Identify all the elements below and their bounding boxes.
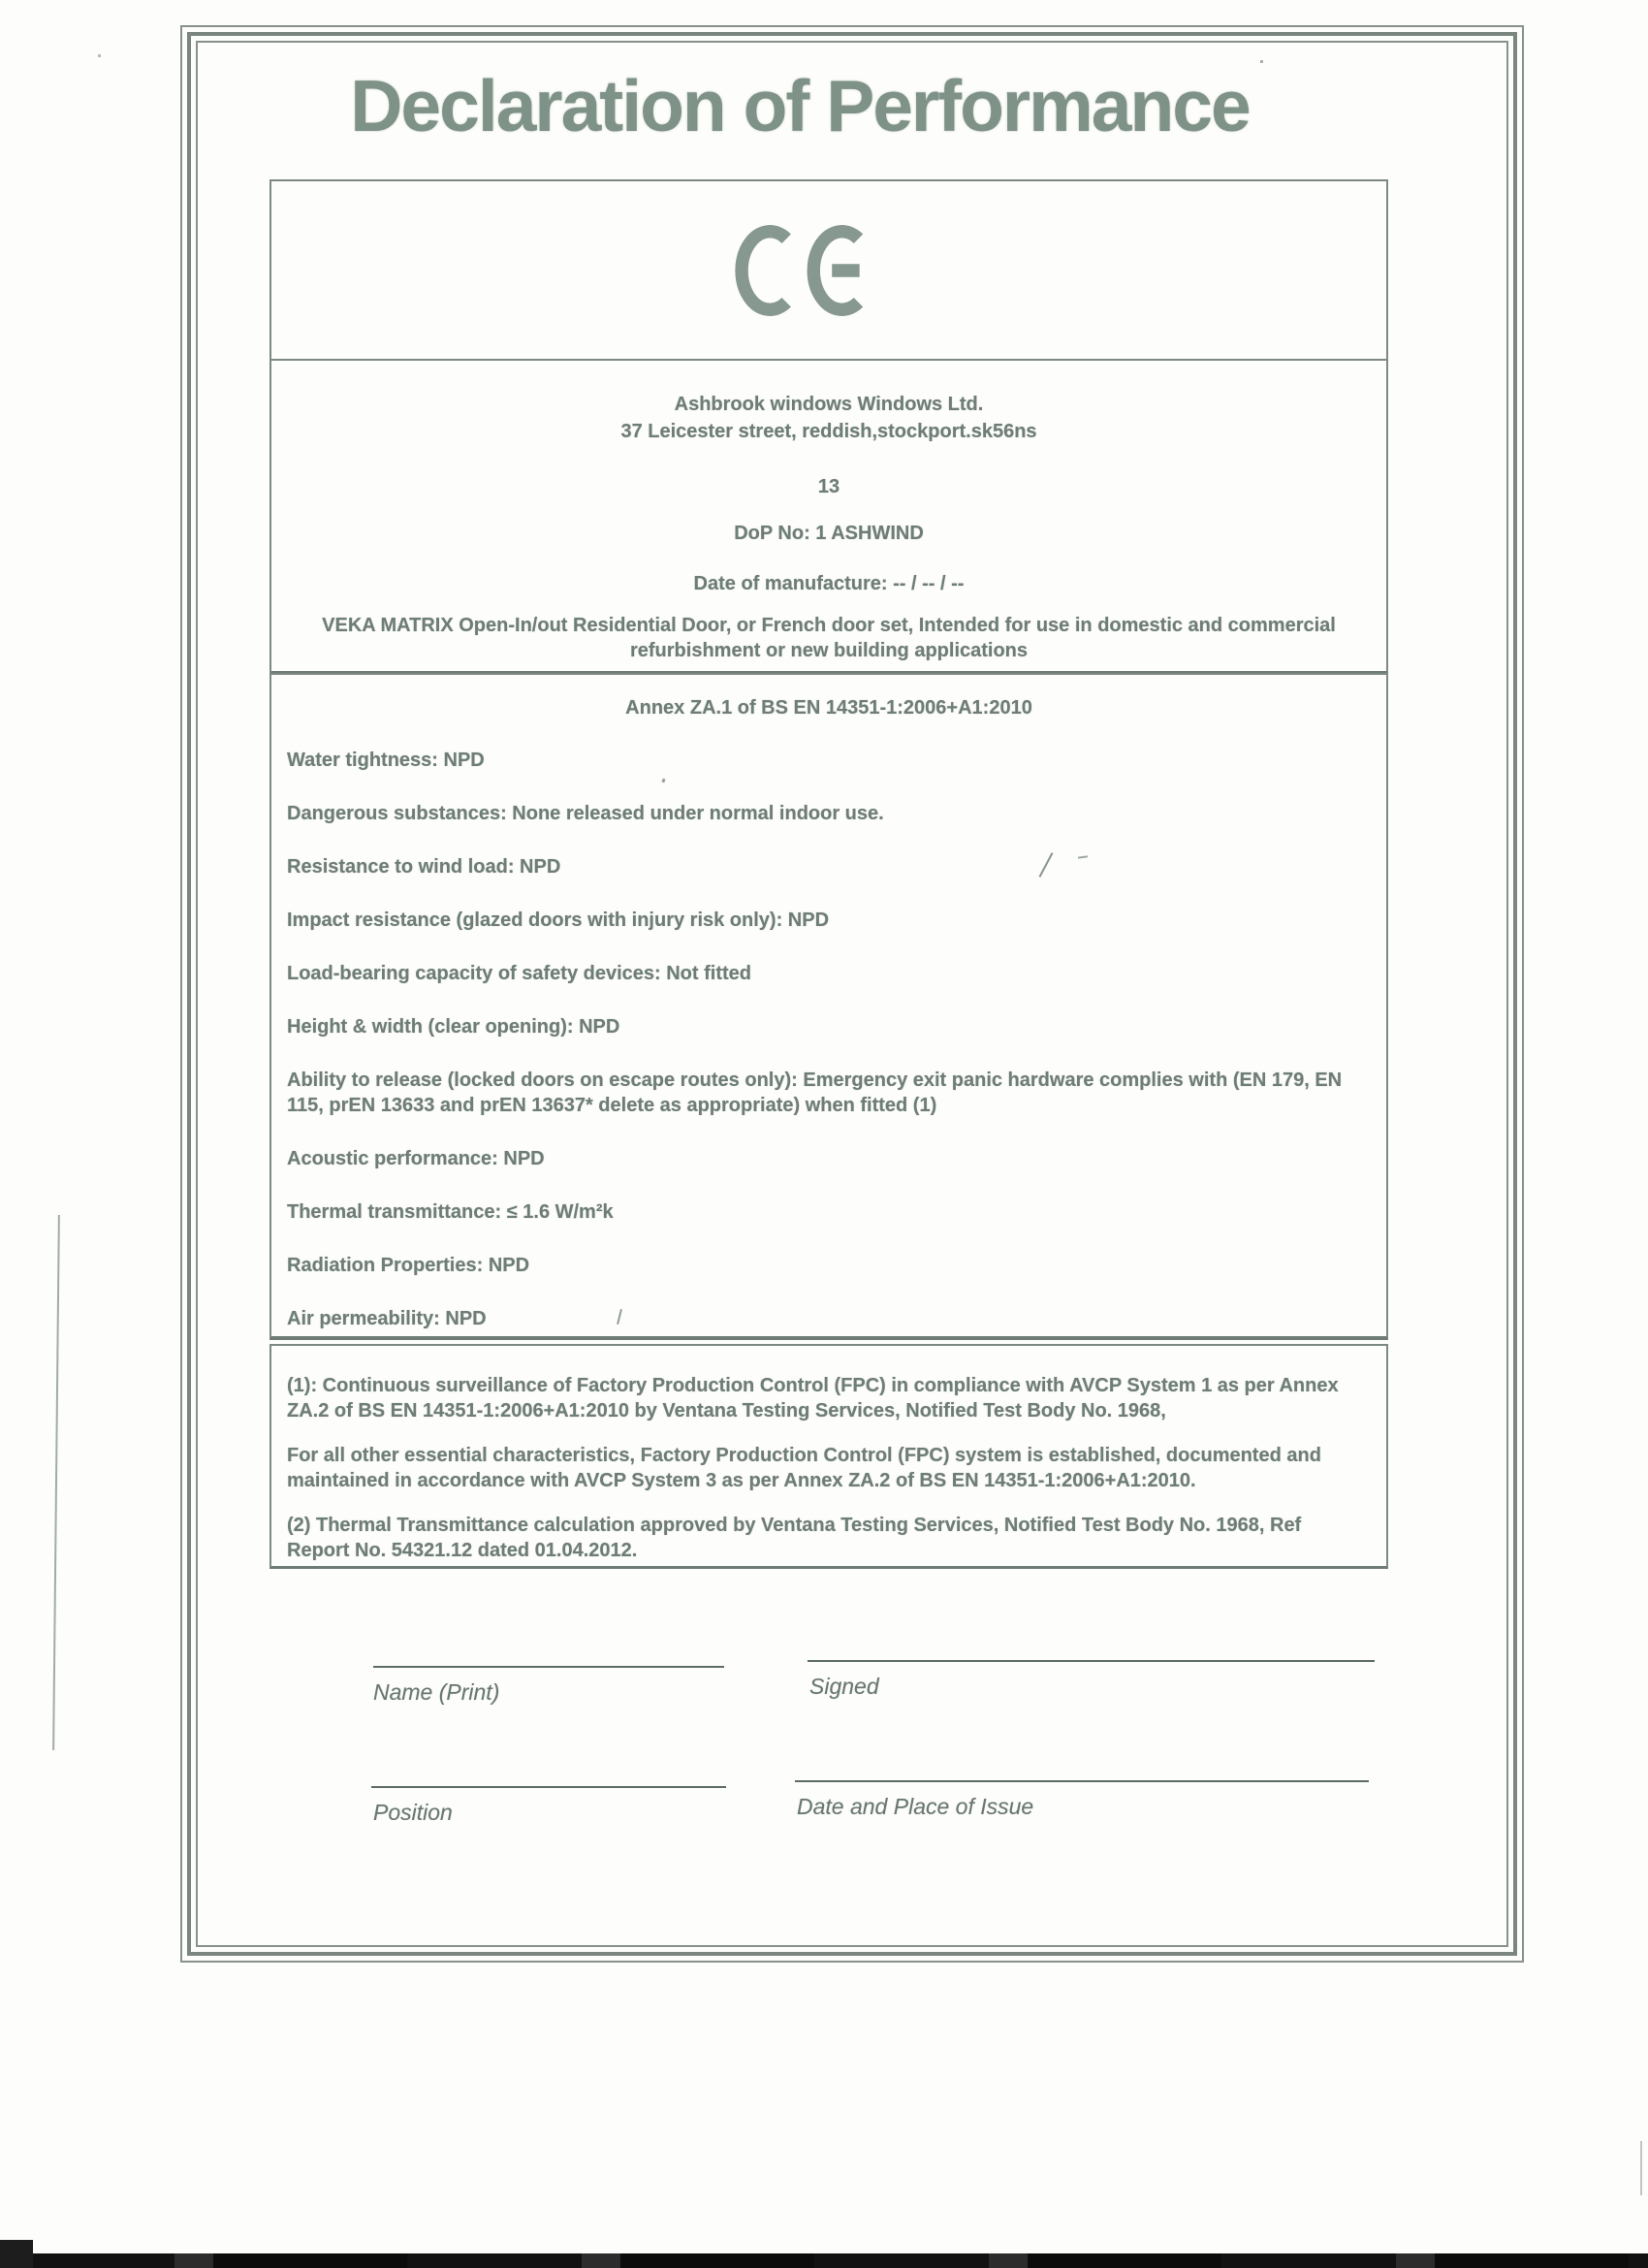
signed-label: Signed bbox=[809, 1674, 879, 1699]
page-title: Declaration of Performance bbox=[350, 65, 1250, 146]
footnote-1: (1): Continuous surveillance of Factory Production Control (FPC) in compliance with AVCP System 1 as per Annex ZA.2 of BS EN 14351-1:2006+A1:2010 by Ventana Testing Services, Notified Test Body No. 1968, bbox=[287, 1375, 1339, 1421]
product-description-line1: VEKA MATRIX Open-In/out Residential Door, or French door set, Intended for use in domestic and commercial bbox=[322, 615, 1336, 636]
scan-artifact-speck bbox=[1260, 60, 1263, 63]
position-signature-line bbox=[371, 1786, 726, 1788]
manufacturer-address: 37 Leicester street, reddish,stockport.sk56ns bbox=[620, 421, 1037, 442]
year-of-ce-marking: 13 bbox=[817, 476, 840, 497]
product-description-line2: refurbishment or new building applications bbox=[629, 640, 1029, 661]
characteristic-height-width: Height & width (clear opening): NPD bbox=[287, 1016, 620, 1038]
ce-mark-box bbox=[269, 179, 1388, 361]
date-of-manufacture: Date of manufacture: -- / -- / -- bbox=[693, 573, 965, 594]
ce-mark-icon bbox=[731, 214, 876, 327]
characteristic-thermal-transmittance: Thermal transmittance: ≤ 1.6 W/m²k bbox=[287, 1201, 614, 1223]
position-label: Position bbox=[373, 1800, 453, 1825]
dop-number: DoP No: 1 ASHWIND bbox=[734, 523, 924, 544]
footnote-2: (2) Thermal Transmittance calculation approved by Ventana Testing Services, Notified Test Body No. 1968, Ref Report No. 54321.12 dated 01.04.2012. bbox=[287, 1515, 1302, 1561]
date-place-label: Date and Place of Issue bbox=[797, 1794, 1034, 1819]
characteristic-radiation: Radiation Properties: NPD bbox=[287, 1255, 530, 1276]
characteristics-box bbox=[269, 673, 1388, 1340]
characteristic-water-tightness: Water tightness: NPD bbox=[287, 750, 485, 771]
characteristic-load-bearing: Load-bearing capacity of safety devices: Not fitted bbox=[287, 963, 751, 984]
date-place-signature-line bbox=[795, 1780, 1369, 1782]
characteristic-ability-to-release: Ability to release (locked doors on escape routes only): Emergency exit panic hardware complies with (EN 179, EN 115, prEN 13633 and prEN 13637* delete as appropriate) when fitted (1) bbox=[287, 1070, 1343, 1116]
scan-artifact-speck bbox=[98, 54, 101, 57]
characteristic-impact-resistance: Impact resistance (glazed doors with injury risk only): NPD bbox=[287, 910, 830, 931]
manufacturer-name: Ashbrook windows Windows Ltd. bbox=[674, 394, 984, 415]
scan-artifact-corner-block bbox=[0, 2240, 33, 2268]
scan-artifact-left-line bbox=[52, 1215, 60, 1750]
name-signature-line bbox=[373, 1666, 724, 1668]
characteristics-list bbox=[271, 748, 1386, 1331]
footnote-fpc: For all other essential characteristics, Factory Production Control (FPC) system is established, documented and maintained in accordance with AVCP System 3 as per Annex ZA.2 of BS EN 14351-1:2006+A1:2010. bbox=[287, 1445, 1321, 1491]
characteristic-acoustic: Acoustic performance: NPD bbox=[287, 1148, 545, 1169]
footnotes-box bbox=[269, 1344, 1388, 1569]
manufacturer-info-box bbox=[269, 359, 1388, 675]
name-print-label: Name (Print) bbox=[373, 1679, 500, 1705]
signed-signature-line bbox=[808, 1660, 1375, 1662]
annex-heading: Annex ZA.1 of BS EN 14351-1:2006+A1:2010 bbox=[625, 697, 1032, 719]
scan-artifact-speck bbox=[1640, 2141, 1642, 2195]
characteristic-air-permeability: Air permeability: NPD bbox=[287, 1308, 487, 1329]
scan-artifact-bottom-strip bbox=[0, 2253, 1648, 2268]
characteristic-dangerous-substances: Dangerous substances: None released under normal indoor use. bbox=[287, 803, 884, 824]
characteristic-wind-load: Resistance to wind load: NPD bbox=[287, 856, 561, 878]
